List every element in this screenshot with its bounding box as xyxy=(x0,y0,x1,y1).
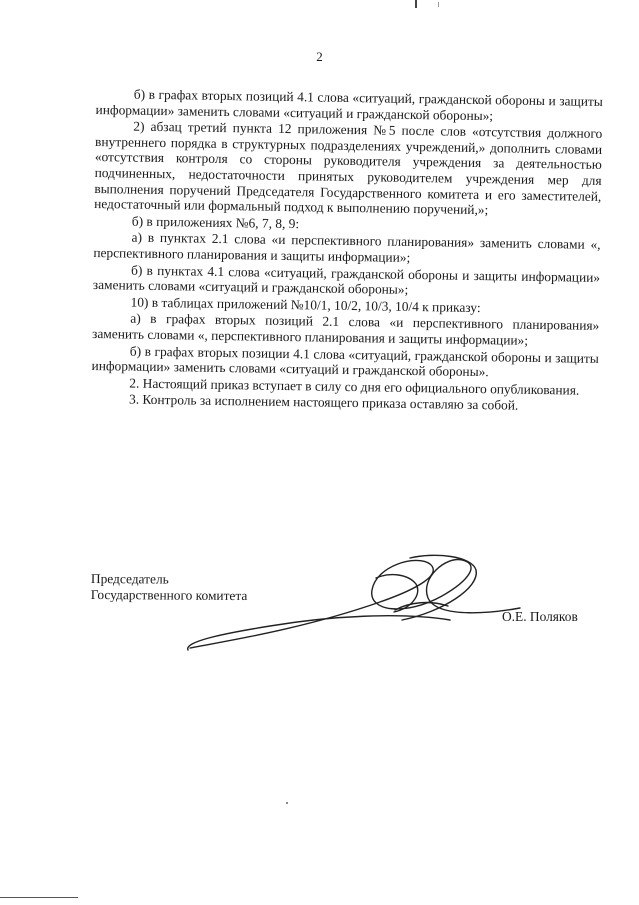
handwritten-signature xyxy=(180,550,540,660)
document-body xyxy=(91,86,603,416)
scan-speck xyxy=(286,802,288,804)
paragraph: б) в приложениях №6, 7, 8, 9: xyxy=(131,213,300,231)
paragraph: б) в графах вторых позиций 4.1 слова «ситуаций, гражданской обороны и защиты информации» заменить словами «ситуаций и гражданской обороны»; xyxy=(95,86,603,123)
paragraph: а) в пунктах 2.1 слова «и перспективного планирования» заменить словами «, перспективного планирования и защиты информации»; xyxy=(93,229,601,265)
paragraph: б) в графах вторых позиции 4.1 слова «ситуаций, гражданской обороны и защиты информации» заменить словами «ситуаций и гражданской обороны». xyxy=(91,343,599,380)
page-number: 2 xyxy=(316,49,323,64)
paragraph: 2) абзац третий пункта 12 приложения №5 после слов «отсутствия должного внутреннего порядка в структурных подразделениях учреждений,» дополнить словами «отсутствия контроля со стороны руководителя учреждения за деятельностью подчиненных, недостаточности принятых руководителем учреждения мер для выполнения поручений Председателя Государственного комитета и его заместителей, недостаточный или формальный подход к выполнению поручений,»; xyxy=(94,118,603,218)
paragraph: 10) в таблицах приложений №10/1, 10/2, 10/3, 10/4 к приказу: xyxy=(130,294,481,315)
paragraph: б) в пунктах 4.1 слова «ситуаций, гражданской обороны и защиты информации» заменить словами «ситуаций и гражданской обороны»; xyxy=(92,262,601,298)
scan-mark xyxy=(415,0,417,8)
paragraph: а) в графах вторых позиций 2.1 слова «и перспективного планирования» заменить словами «, перспективного планирования и защиты информации»; xyxy=(91,310,600,348)
signatory-title-line: Государственного комитета xyxy=(90,586,248,604)
signatory-name: О.Е. Поляков xyxy=(502,609,578,624)
signatory-title-line: Председатель xyxy=(90,571,169,587)
scan-edge-line xyxy=(0,897,78,898)
paragraph: 2. Настоящий приказ вступает в силу со дня его официального опубликования. xyxy=(129,375,580,398)
scan-mark xyxy=(438,2,439,7)
paragraph: 3. Контроль за исполнением настоящего приказа оставляю за собой. xyxy=(128,391,519,413)
